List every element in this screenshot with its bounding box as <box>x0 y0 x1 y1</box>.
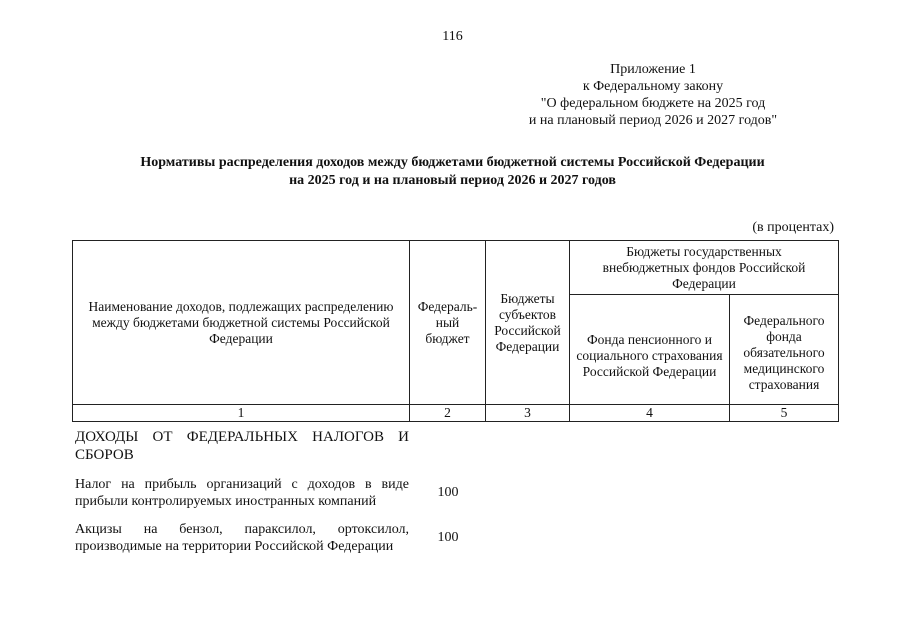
table-row <box>72 476 838 510</box>
appendix-line-3: "О федеральном бюджете на 2025 год <box>540 96 766 111</box>
table-body <box>72 428 838 565</box>
header-extrabudgetary-funds: Бюджеты государственных внебюджетных фондов Российской Федерации <box>570 241 839 295</box>
row-federal-value: 100 <box>437 530 459 545</box>
column-number-3: 3 <box>486 405 570 422</box>
appendix-reference <box>488 61 818 129</box>
title-line-2: на 2025 год и на плановый период 2026 и 2027 годов <box>289 173 616 188</box>
column-number-5: 5 <box>730 405 839 422</box>
unit-note: (в процентах) <box>752 220 834 235</box>
appendix-line-1: Приложение 1 <box>610 62 696 77</box>
norms-table <box>72 240 839 422</box>
header-federal-budget: Федераль-ный бюджет <box>410 241 486 405</box>
header-income-name: Наименование доходов, подлежащих распределению между бюджетами бюджетной системы Российской Федерации <box>73 241 410 405</box>
page-number: 116 <box>442 29 463 44</box>
header-medical-fund: Федерального фонда обязательного медицинского страхования <box>730 295 839 405</box>
row-income-name: Акцизы на бензол, параксилол, ортоксилол, производимые на территории Российской Федерации <box>75 522 409 554</box>
title-line-1: Нормативы распределения доходов между бюджетами бюджетной системы Российской Федерации <box>140 155 765 170</box>
column-number-2: 2 <box>410 405 486 422</box>
header-pension-fund: Фонда пенсионного и социального страхования Российской Федерации <box>570 295 730 405</box>
row-federal-value: 100 <box>437 485 459 500</box>
row-income-name: ДОХОДЫ ОТ ФЕДЕРАЛЬНЫХ НАЛОГОВ И СБОРОВ <box>75 429 409 463</box>
table-row <box>72 428 838 464</box>
header-regional-budgets: Бюджеты субъектов Российской Федерации <box>486 241 570 405</box>
appendix-line-4: и на плановый период 2026 и 2027 годов" <box>528 113 778 128</box>
table-row <box>72 521 838 555</box>
row-income-name: Налог на прибыль организаций с доходов в виде прибыли контролируемых иностранных компаний <box>75 477 409 509</box>
column-number-4: 4 <box>570 405 730 422</box>
document-title <box>0 154 905 190</box>
column-number-1: 1 <box>73 405 410 422</box>
appendix-line-2: к Федеральному закону <box>582 79 724 94</box>
